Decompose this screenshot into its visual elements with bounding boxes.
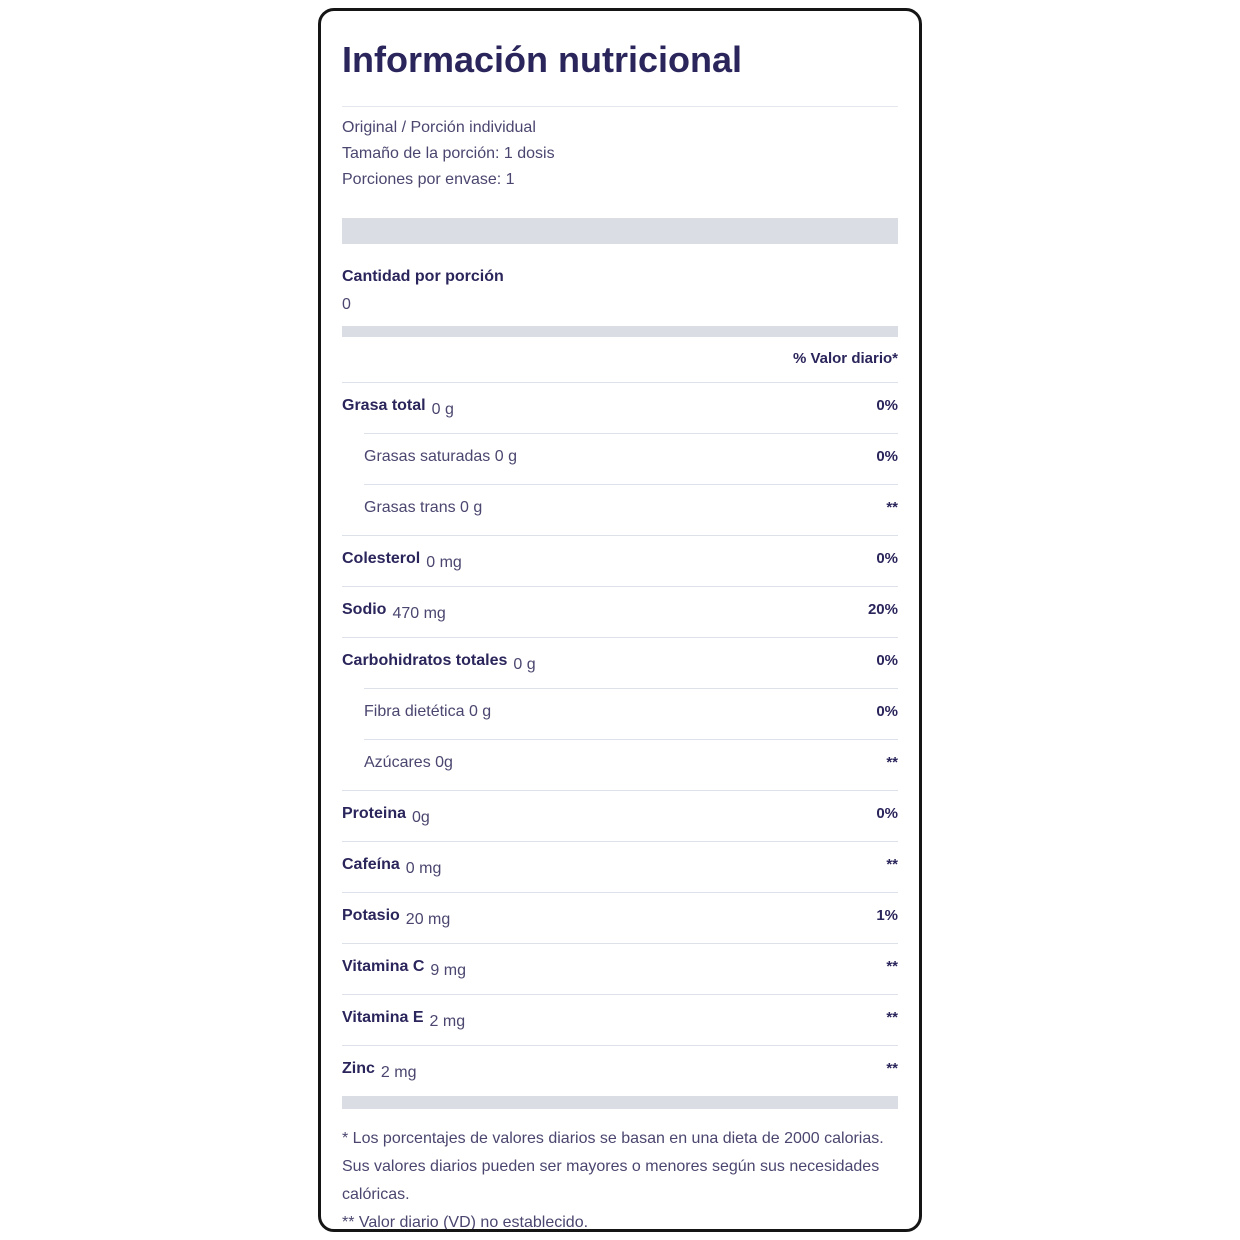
nutrient-label: Azúcares 0g [364, 754, 453, 771]
nutrient-daily-value: ** [886, 1009, 898, 1026]
footnote-daily-values: * Los porcentajes de valores diarios se basan en una dieta de 2000 calorias. Sus valores diarios pueden ser mayores o menores según sus necesidades calóricas. [342, 1130, 884, 1203]
nutrient-daily-value: ** [886, 958, 898, 975]
nutrient-label: Carbohidratos totales 0 g [342, 652, 536, 673]
nutrient-amount: 2 mg [380, 1064, 417, 1081]
nutrient-row-grasas-saturadas [364, 433, 898, 484]
nutrient-label: Cafeína 0 mg [342, 856, 442, 877]
nutrient-amount: 0 mg [426, 554, 462, 571]
serving-info [342, 115, 898, 193]
nutrient-daily-value: 0% [876, 652, 898, 669]
amount-per-serving-label: Cantidad por porción [342, 268, 504, 285]
nutrient-amount: 0 g [513, 656, 536, 673]
nutrition-panel [318, 8, 922, 1232]
nutrient-row-proteina [342, 790, 898, 841]
footnote-dv-not-established: ** Valor diario (VD) no establecido. [342, 1214, 589, 1231]
nutrient-daily-value: 20% [867, 601, 898, 618]
nutrient-amount: 9 mg [430, 962, 466, 979]
nutrient-daily-value: 1% [876, 907, 898, 924]
separator-bar-thin [342, 326, 898, 337]
nutrient-daily-value: 0% [876, 397, 898, 414]
nutrient-daily-value: 0% [876, 550, 898, 567]
nutrient-row-zinc [342, 1045, 898, 1096]
daily-value-header: % Valor diario* [792, 350, 898, 367]
nutrient-label: Sodio 470 mg [342, 601, 446, 622]
nutrient-label: Proteina 0g [342, 805, 430, 826]
nutrient-row-grasas-trans [364, 484, 898, 535]
nutrient-daily-value: 0% [876, 805, 898, 822]
panel-title: Información nutricional [342, 39, 743, 80]
nutrient-amount: 0g [412, 809, 430, 826]
separator-bar-thick [342, 218, 898, 244]
nutrient-rows [342, 382, 898, 1096]
nutrient-row-colesterol [342, 535, 898, 586]
nutrient-daily-value: ** [886, 754, 898, 771]
nutrient-row-fibra-dietetica [364, 688, 898, 739]
nutrient-daily-value: ** [886, 856, 898, 873]
nutrient-amount: 470 mg [392, 605, 446, 622]
separator-bar-bottom [342, 1096, 898, 1109]
flavor-serving-line: Original / Porción individual [342, 119, 536, 136]
nutrient-row-potasio [342, 892, 898, 943]
nutrient-label: Grasas saturadas 0 g [364, 448, 517, 465]
nutrient-daily-value: 0% [876, 703, 898, 720]
nutrient-label: Zinc 2 mg [342, 1060, 417, 1081]
nutrient-amount: 0 mg [405, 860, 442, 877]
nutrient-row-grasa-total [342, 382, 898, 433]
nutrient-row-cafeina [342, 841, 898, 892]
nutrient-label: Grasa total 0 g [342, 397, 454, 418]
nutrient-amount: 20 mg [405, 911, 451, 928]
nutrient-label: Vitamina C 9 mg [342, 958, 466, 979]
nutrient-row-vitamina-e [342, 994, 898, 1045]
title-divider [342, 106, 898, 107]
servings-per-container-line: Porciones por envase: 1 [342, 171, 515, 188]
nutrient-row-vitamina-c [342, 943, 898, 994]
nutrient-label: Vitamina E 2 mg [342, 1009, 466, 1030]
nutrient-label: Fibra dietética 0 g [364, 703, 492, 720]
nutrient-row-carbohidratos-totales [342, 637, 898, 688]
nutrient-daily-value: ** [886, 1060, 898, 1077]
nutrient-row-sodio [342, 586, 898, 637]
nutrient-label: Potasio 20 mg [342, 907, 451, 928]
nutrient-amount: 2 mg [429, 1013, 466, 1030]
nutrient-row-azucares [364, 739, 898, 790]
nutrient-label: Colesterol 0 mg [342, 550, 462, 571]
amount-per-serving-value: 0 [342, 296, 351, 313]
nutrient-label: Grasas trans 0 g [364, 499, 483, 516]
nutrient-amount: 0 g [431, 401, 454, 418]
nutrient-daily-value: ** [886, 499, 898, 516]
footnotes [342, 1125, 898, 1232]
nutrient-daily-value: 0% [876, 448, 898, 465]
serving-size-line: Tamaño de la porción: 1 dosis [342, 145, 555, 162]
